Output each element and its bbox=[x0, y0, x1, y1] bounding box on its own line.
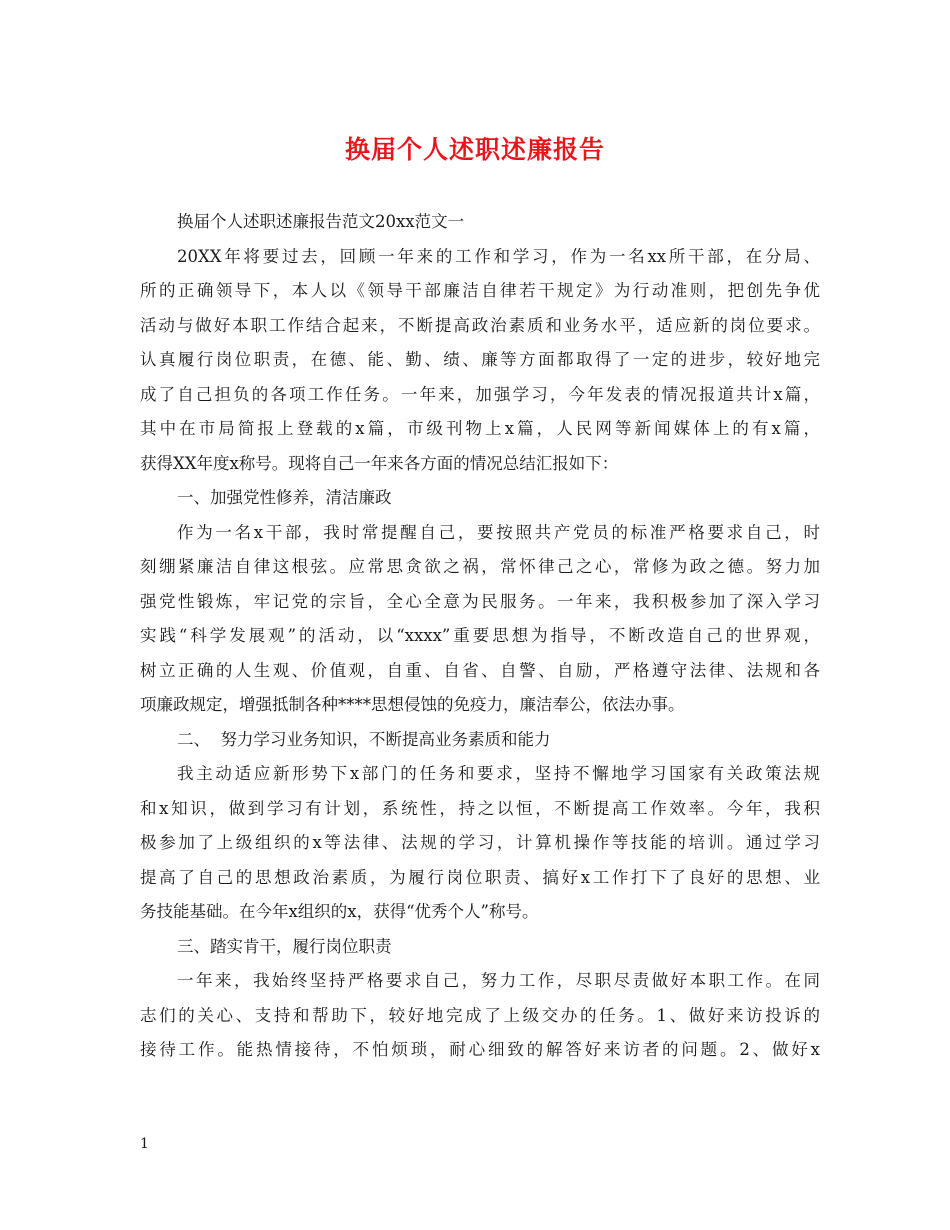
paragraph-line: 作为一名x干部，我时常提醒自己，要按照共产党员的标准严格要求自己，时 bbox=[177, 522, 820, 542]
paragraph-line: 志们的关心、支持和帮助下，较好地完成了上级交办的任务。1、做好来访投诉的 bbox=[140, 1005, 820, 1025]
paragraph-line: 提高了自己的思想政治素质，为履行岗位职责、搞好x工作打下了良好的思想、业 bbox=[140, 867, 820, 887]
paragraph-line: 成了自己担负的各项工作任务。一年来，加强学习，今年发表的情况报道共计x篇， bbox=[140, 384, 820, 404]
page-number: 1 bbox=[140, 1136, 149, 1152]
paragraph-line: 极参加了上级组织的x等法律、法规的学习，计算机操作等技能的培训。通过学习 bbox=[140, 833, 820, 852]
section-heading: 三、踏实肯干，履行岗位职责 bbox=[177, 936, 392, 956]
paragraph-line: 所的正确领导下，本人以《领导干部廉洁自律若干规定》为行动准则，把创先争优 bbox=[140, 281, 820, 300]
paragraph-line: 一年来，我始终坚持严格要求自己，努力工作，尽职尽责做好本职工作。在同 bbox=[177, 971, 820, 990]
subtitle-line: 换届个人述职述廉报告范文20xx范文一 bbox=[177, 212, 465, 231]
paragraph-line: 其中在市局简报上登载的x篇，市级刊物上x篇，人民网等新闻媒体上的有x篇， bbox=[140, 419, 820, 438]
paragraph-line: 接待工作。能热情接待，不怕烦琐，耐心细致的解答好来访者的问题。2、做好x bbox=[140, 1040, 820, 1059]
paragraph-line: 强党性锻炼，牢记党的宗旨，全心全意为民服务。一年来，我积极参加了深入学习 bbox=[140, 591, 820, 611]
paragraph-line: 获得XX年度x称号。现将自己一年来各方面的情况总结汇报如下： bbox=[140, 453, 619, 473]
paragraph-line: 树立正确的人生观、价值观，自重、自省、自警、自励，严格遵守法律、法规和各 bbox=[140, 660, 820, 680]
paragraph-line: 和x知识，做到学习有计划，系统性，持之以恒，不断提高工作效率。今年，我积 bbox=[140, 798, 820, 818]
document-body bbox=[140, 205, 820, 1068]
paragraph-line: 活动与做好本职工作结合起来，不断提高政治素质和业务水平，适应新的岗位要求。 bbox=[140, 315, 820, 335]
section-heading: 二、 努力学习业务知识，不断提高业务素质和能力 bbox=[177, 729, 551, 749]
paragraph-line: 认真履行岗位职责，在德、能、勤、绩、廉等方面都取得了一定的进步，较好地完 bbox=[140, 350, 820, 369]
paragraph-line: 我主动适应新形势下x部门的任务和要求，坚持不懈地学习国家有关政策法规 bbox=[177, 764, 820, 783]
paragraph-line: 刻绷紧廉洁自律这根弦。应常思贪欲之祸，常怀律己之心，常修为政之德。努力加 bbox=[140, 557, 820, 576]
section-heading: 一、加强党性修养，清洁廉政 bbox=[177, 488, 392, 507]
paragraph-line: 实践“科学发展观”的活动，以“xxxx”重要思想为指导，不断改造自己的世界观， bbox=[140, 626, 820, 645]
paragraph-line: 务技能基础。在今年x组织的x，获得“优秀个人”称号。 bbox=[140, 902, 539, 921]
paragraph-line: 项廉政规定，增强抵制各种****思想侵蚀的免疫力，廉洁奉公，依法办事。 bbox=[140, 695, 685, 714]
paragraph-line: 20XX年将要过去，回顾一年来的工作和学习，作为一名xx所干部，在分局、 bbox=[177, 246, 820, 266]
document-title: 换届个人述职述廉报告 bbox=[344, 135, 605, 164]
